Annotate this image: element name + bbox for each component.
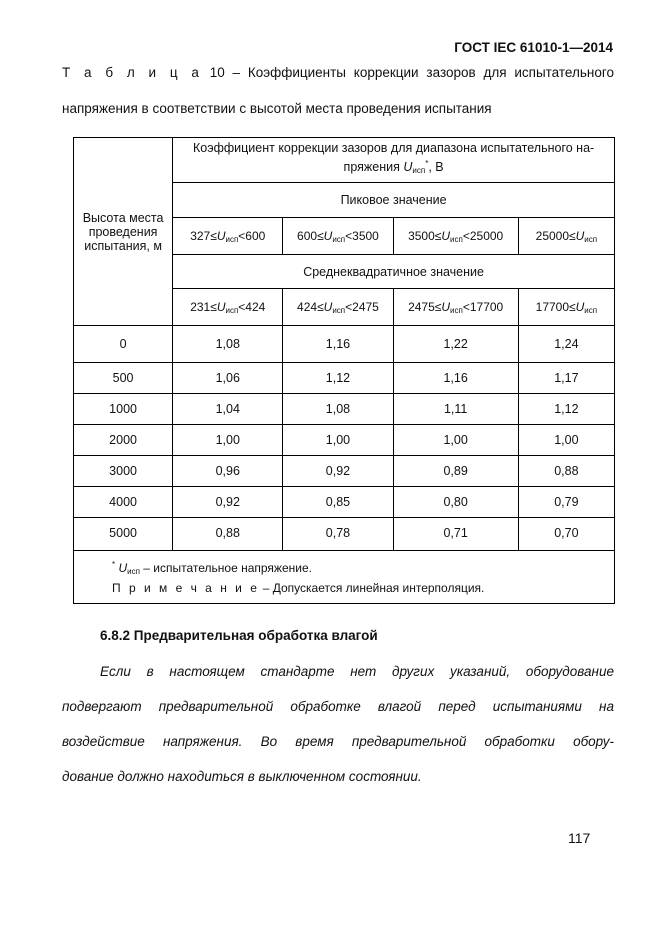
altitude-cell: 500 xyxy=(74,363,173,394)
paragraph-line: дование должно находиться в выключенном состоянии. xyxy=(62,769,422,784)
altitude-cell: 4000 xyxy=(74,487,173,518)
coefficient-cell: 1,12 xyxy=(283,363,393,394)
altitude-cell: 0 xyxy=(74,326,173,363)
rms-range-4: $17700\le U_{исп}$ xyxy=(518,289,614,326)
document-id: ГОСТ IEC 61010-1—2014 xyxy=(454,40,613,55)
altitude-cell: 3000 xyxy=(74,456,173,487)
rms-range-2: $424\le U_{исп}<2475$ xyxy=(283,289,393,326)
table-row xyxy=(74,456,615,487)
coefficient-cell: 0,85 xyxy=(283,487,393,518)
table-row xyxy=(74,518,615,551)
peak-range-2: $600\le U_{исп}<3500$ xyxy=(283,218,393,255)
table-notes-row xyxy=(74,551,615,604)
peak-range-1: $327\le U_{исп}<600$ xyxy=(173,218,283,255)
coefficient-cell: 1,06 xyxy=(173,363,283,394)
table-caption-prefix: Т а б л и ц а xyxy=(62,65,202,80)
coefficient-cell: 1,08 xyxy=(173,326,283,363)
table-notes xyxy=(74,551,615,604)
altitude-cell: 5000 xyxy=(74,518,173,551)
coefficient-cell: 0,78 xyxy=(283,518,393,551)
coefficient-cell: 0,89 xyxy=(393,456,518,487)
coefficient-cell: 0,88 xyxy=(518,456,614,487)
coefficient-cell: 1,16 xyxy=(393,363,518,394)
table-header-row xyxy=(74,138,615,183)
table-caption-line2: напряжения в соответствии с высотой места проведения испытания xyxy=(62,101,492,116)
page-number: 117 xyxy=(568,830,591,846)
coefficient-header: Коэффициент коррекции зазоров для диапазона испытательного на-пряжения $U_{исп}^*$, В xyxy=(173,138,615,183)
rms-range-3: $2475\le U_{исп}<17700$ xyxy=(393,289,518,326)
table-row xyxy=(74,487,615,518)
correction-table xyxy=(73,137,615,604)
table-row xyxy=(74,326,615,363)
coefficient-cell: 0,79 xyxy=(518,487,614,518)
coefficient-cell: 1,22 xyxy=(393,326,518,363)
table-row xyxy=(74,425,615,456)
peak-value-header: Пиковое значение xyxy=(173,183,615,218)
coefficient-cell: 1,00 xyxy=(393,425,518,456)
section-title: 6.8.2 Предварительная обработка влагой xyxy=(100,628,378,643)
coefficient-cell: 0,71 xyxy=(393,518,518,551)
altitude-cell: 1000 xyxy=(74,394,173,425)
peak-range-4: $25000\le U_{исп}$ xyxy=(518,218,614,255)
coefficient-cell: 1,00 xyxy=(283,425,393,456)
note: П р и м е ч а н и е – Допускается линейная интерполяция. xyxy=(112,581,485,595)
table-caption-line1 xyxy=(62,64,614,82)
coefficient-cell: 0,92 xyxy=(173,487,283,518)
coefficient-cell: 1,08 xyxy=(283,394,393,425)
coefficient-cell: 1,04 xyxy=(173,394,283,425)
coefficient-cell: 0,96 xyxy=(173,456,283,487)
coefficient-cell: 1,00 xyxy=(518,425,614,456)
section-paragraph xyxy=(62,663,614,803)
coefficient-cell: 1,16 xyxy=(283,326,393,363)
altitude-header: Высота места проведения испытания, м xyxy=(74,138,173,326)
coefficient-cell: 1,17 xyxy=(518,363,614,394)
peak-range-3: $3500\le U_{исп}<25000$ xyxy=(393,218,518,255)
coefficient-cell: 1,24 xyxy=(518,326,614,363)
table-row xyxy=(74,363,615,394)
coefficient-cell: 0,80 xyxy=(393,487,518,518)
rms-value-header: Среднеквадратичное значение xyxy=(173,255,615,289)
footnote: * $U_{исп}$ – испытательное напряжение. xyxy=(112,560,312,576)
coefficient-cell: 1,12 xyxy=(518,394,614,425)
coefficient-cell: 0,92 xyxy=(283,456,393,487)
coefficient-cell: 1,11 xyxy=(393,394,518,425)
coefficient-cell: 0,88 xyxy=(173,518,283,551)
rms-range-1: $231\le U_{исп}<424$ xyxy=(173,289,283,326)
coefficient-cell: 1,00 xyxy=(173,425,283,456)
paragraph-line: Если в настоящем стандарте нет других указаний, оборудование xyxy=(100,664,614,679)
table-caption-text: 10 – Коэффициенты коррекции зазоров для испытательного xyxy=(201,65,614,80)
paragraph-line: воздействие напряжения. Во время предварительной обработки обору- xyxy=(62,734,614,749)
altitude-cell: 2000 xyxy=(74,425,173,456)
table-body xyxy=(74,326,615,551)
coefficient-cell: 0,70 xyxy=(518,518,614,551)
table-row xyxy=(74,394,615,425)
paragraph-line: подвергают предварительной обработке влагой перед испытаниями на xyxy=(62,699,614,714)
